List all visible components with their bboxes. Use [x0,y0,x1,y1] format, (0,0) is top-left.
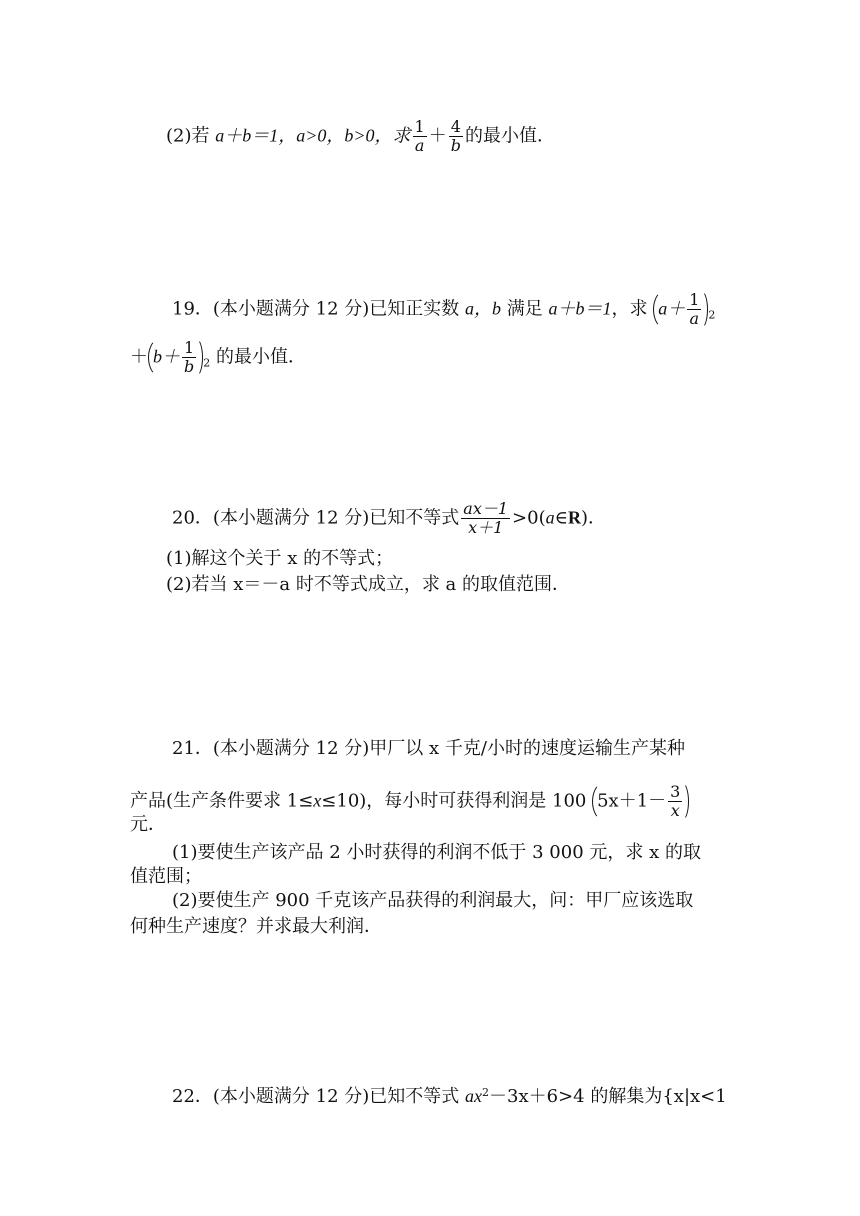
frac-denominator: a [689,309,700,328]
exponent: 2 [203,356,211,370]
fraction-ax-1-over-x-plus-1 [461,500,510,537]
q20-tail-a: >0( [512,507,546,529]
q20-part1: (1)解这个关于 x 的不等式； [166,548,394,569]
paren-text: 5x＋1－ [597,790,667,812]
element-of-sign: ∈ [554,507,568,529]
fraction-4-over-b [449,118,463,155]
paren-var: b＋ [153,346,180,367]
frac-numerator: ax－1 [463,499,509,518]
q18-part2 [166,118,555,155]
q21-part2-b: 何种生产速度？并求最大利润． [130,916,382,937]
frac-numerator: 1 [182,339,196,358]
frac-denominator: b [184,357,195,376]
q20-tail-end: )． [580,507,606,529]
frac-numerator: 1 [414,117,425,136]
frac-denominator: x [670,801,680,820]
q19-line1 [172,290,715,329]
q19-lead: 19．(本小题满分 12 分)已知正实数 [172,298,466,320]
q20-tail-var: a [545,507,555,528]
q21-line2 [130,782,689,821]
paren-b-plus-1-over-b [148,338,203,377]
frac-denominator: a [414,136,425,155]
exponent: 2 [482,1086,490,1099]
fraction-3-over-x [668,783,682,820]
fraction-1-over-a [687,291,701,328]
plus-sign: ＋ [130,346,148,368]
q18-part2-suffix: 的最小值． [464,125,555,147]
q20-part2: (2)若当 x＝－a 时不等式成立，求 a 的取值范围． [166,574,570,595]
plus-sign: ＋ [428,125,447,147]
q21-line2-b: ≤10)，每小时可获得利润是 100 [321,790,587,812]
q22-line1 [172,1082,727,1108]
fraction-1-over-b [182,339,196,376]
q22-lead: 22．(本小题满分 12 分)已知不等式 [172,1086,466,1107]
fraction-1-over-a [413,118,427,155]
q22-expr-a: ax [465,1086,483,1106]
q19-vars: a，b [465,298,502,319]
q21-part2-a: (2)要使生产 900 千克该产品获得的利润最大，问：甲厂应该选取 [172,890,694,911]
q18-part2-condition: a＋b＝1，a>0，b>0，求 [215,125,411,146]
q19-ask: ，求 [611,298,648,320]
paren-a-plus-1-over-a [653,290,708,329]
q20-lead: 20．(本小题满分 12 分)已知不等式 [172,507,460,529]
frac-numerator: 1 [689,290,700,309]
q21-part1-b: 值范围； [130,866,202,887]
q19-line2 [130,338,306,377]
q21-line2-var: x [313,790,322,811]
paren-var: a＋ [658,298,686,319]
q22-expr-b: －3x＋6>4 的解集为{x|x<1 [489,1086,727,1107]
q19-mid: 满足 [501,298,549,320]
frac-denominator: x＋1 [468,518,504,537]
frac-denominator: b [450,136,461,155]
q20-line1 [172,500,606,537]
q21-line3: 元． [130,814,166,835]
q21-line1: 21．(本小题满分 12 分)甲厂以 x 千克/小时的速度运输生产某种 [172,738,685,759]
exponent: 2 [708,308,716,322]
frac-numerator: 3 [670,782,681,801]
q21-line2-a: 产品(生产条件要求 1≤ [130,790,314,812]
frac-numerator: 4 [449,118,463,137]
q19-equation: a＋b＝1 [548,298,612,319]
paren-5x-plus-1-minus-3-over-x [592,782,689,821]
q19-tail: 的最小值． [210,346,306,368]
q21-part1-a: (1)要使生产该产品 2 小时获得的利润不低于 3 000 元，求 x 的取 [172,842,701,863]
real-set-R: R [567,507,581,528]
q18-part2-prefix: (2)若 [166,125,216,147]
